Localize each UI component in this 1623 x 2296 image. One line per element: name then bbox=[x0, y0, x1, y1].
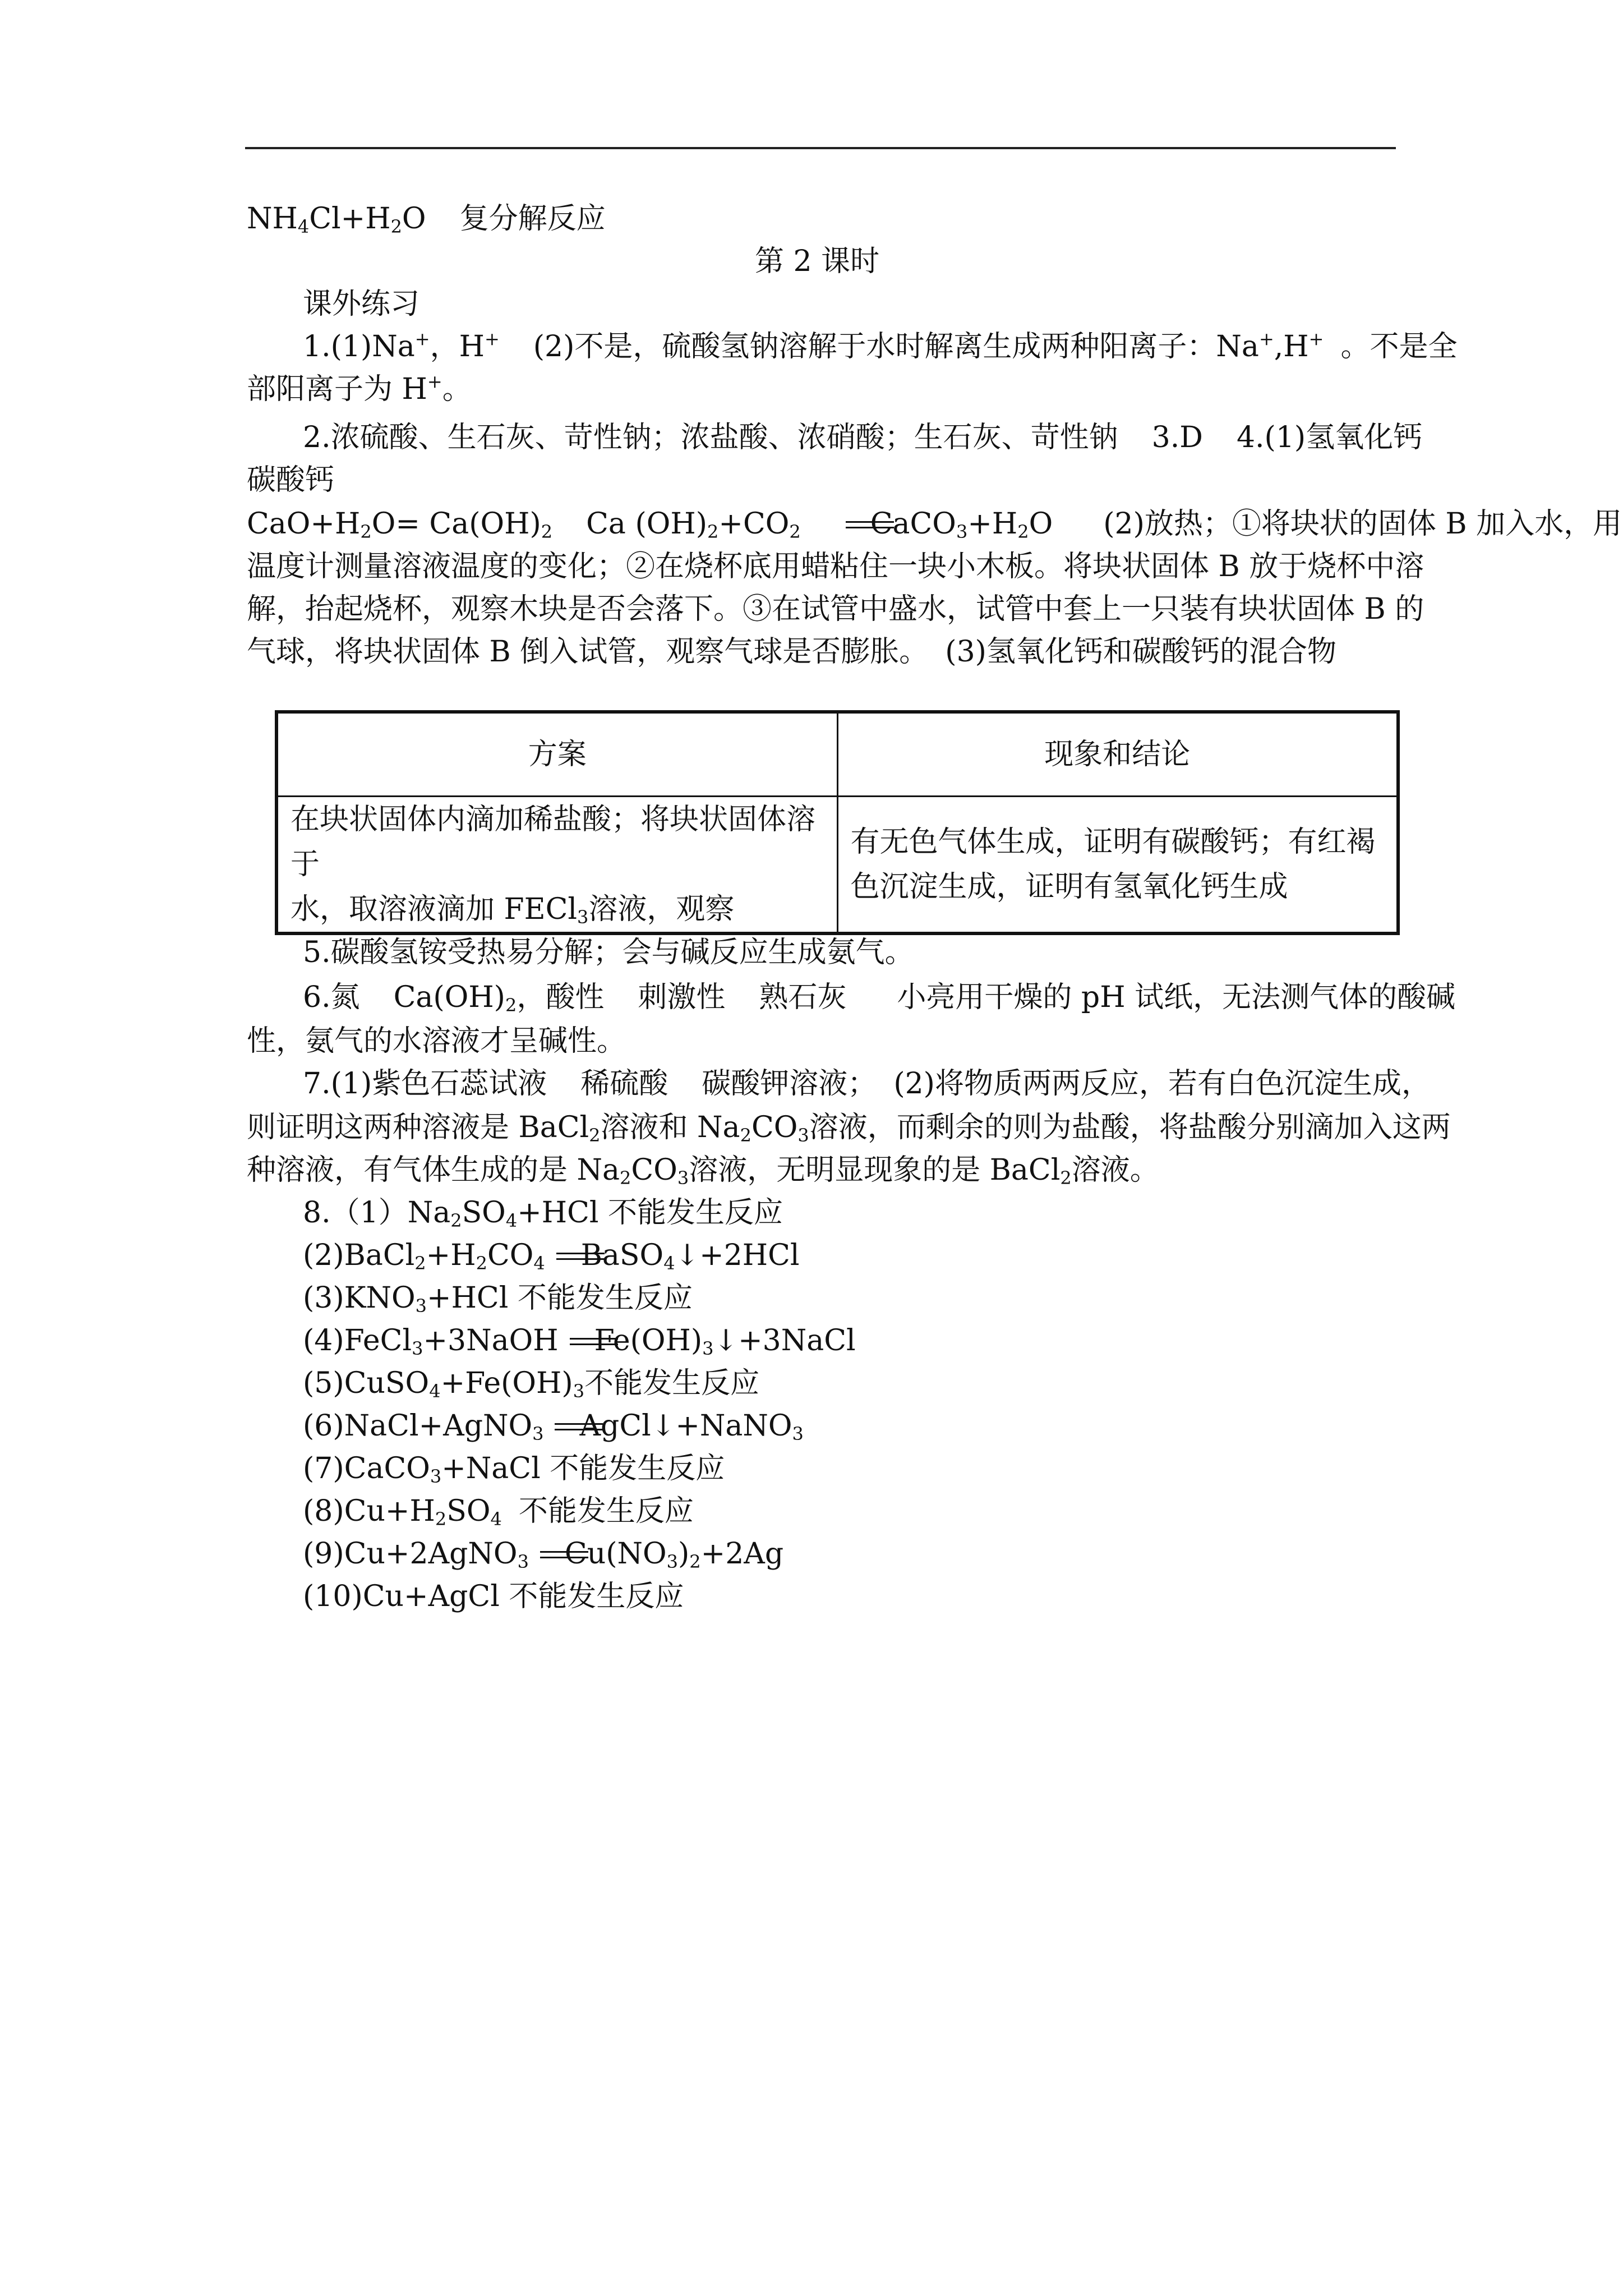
section-title: 第 2 课时 bbox=[755, 245, 880, 278]
equals-sign bbox=[846, 520, 894, 531]
table-row bbox=[276, 797, 1398, 934]
q6-line2: 性，氨气的水溶液才呈碱性。 bbox=[247, 1024, 626, 1058]
table-cell-result: 有无色气体生成，证明有碳酸钙；有红褐 色沉淀生成，证明有氢氧化钙生成 bbox=[837, 797, 1398, 934]
q8-row-2: $(2)BaCl_2+H_2CO_4$ BaSO$_4$↓+2HCl bbox=[303, 1239, 800, 1274]
header-rule bbox=[245, 147, 1396, 149]
q2-line2: 碳酸钙 bbox=[247, 463, 335, 497]
equals-sign bbox=[570, 1337, 618, 1348]
q1-line2: 部阳离子为 H+。 bbox=[247, 371, 472, 406]
q8-row-1: $8.(1)Na_2SO_4+HCl$ 不能发生反应 bbox=[303, 1196, 783, 1231]
q1-line1: 1.(1)Na+，H+ (2)不是，硫酸氢钠溶解于水时解离生成两种阳离子：Na+,H+ 。不是全 bbox=[303, 328, 1458, 364]
equals-sign bbox=[555, 1422, 603, 1433]
q8-row-10: (10)Cu+AgCl 不能发生反应 bbox=[303, 1580, 684, 1613]
q8-row-7: (7)CaCO$_3$+NaCl 不能发生反应 bbox=[303, 1452, 725, 1487]
q8-row-8: $(8)Cu+H_2SO_4$ 不能发生反应 bbox=[303, 1494, 694, 1530]
q4-line4: 气球，将块状固体 B 倒入试管，观察气球是否膨胀。 (3)氢氧化钙和碳酸钙的混合物 bbox=[247, 635, 1336, 669]
q4-line2: 温度计测量溶液温度的变化；②在烧杯底用蜡粘住一块小木板。将块状固体 B 放于烧杯中溶 bbox=[247, 550, 1424, 583]
table-header-row bbox=[276, 712, 1398, 797]
q4-equations-line: $CaO+H_2O= Ca(OH)_2$ Ca $(OH)_2+CO_2$ $CaCO_3+H_2O$ (2)放热；①将块状的固体 B 加入水，用 bbox=[247, 507, 1622, 542]
line-reaction-nh4cl: $NH_4Cl+H_2O$ 复分解反应 bbox=[247, 202, 606, 237]
table-cell-plan: 在块状固体内滴加稀盐酸；将块状固体溶于 水，取溶液滴加 FECl$_3$溶液，观察 bbox=[276, 797, 837, 934]
experiment-table bbox=[275, 710, 1400, 935]
practice-heading: 课外练习 bbox=[303, 287, 420, 321]
q8-row-9: (9)Cu+2AgNO$_3$ $Cu(NO_3)_2+2Ag$ bbox=[303, 1537, 784, 1572]
table-header-result: 现象和结论 bbox=[837, 712, 1398, 797]
q7-line1: 7.(1)紫色石蕊试液 稀硫酸 碳酸钾溶液； (2)将物质两两反应，若有白色沉淀生成， bbox=[303, 1067, 1431, 1101]
q5-line: 5.碳酸氢铵受热易分解；会与碱反应生成氨气。 bbox=[303, 936, 914, 969]
q8-row-3: $(3)KNO_3+HCl$ 不能发生反应 bbox=[303, 1281, 693, 1317]
q7-line3: 种溶液，有气体生成的是 $Na_2CO_3$溶液，无明显现象的是 BaCl$_2$溶液。 bbox=[247, 1153, 1159, 1189]
q8-row-6: (6)NaCl+AgNO$_3$ AgCl↓+NaNO$_3$ bbox=[303, 1409, 804, 1444]
q6-line1: 6.氮 $Ca(OH)_2$，酸性 刺激性 熟石灰 小亮用干燥的 pH 试纸，无法测气体的酸碱 bbox=[303, 981, 1456, 1016]
equals-sign bbox=[556, 1251, 605, 1263]
q7-line2: 则证明这两种溶液是 BaCl$_2$溶液和 $Na_2CO_3$溶液，而剩余的则为盐酸，将盐酸分别滴加入这两 bbox=[247, 1111, 1451, 1146]
q8-row-5: $(5)CuSO_4+Fe(OH)_3$不能发生反应 bbox=[303, 1366, 760, 1402]
q2-line1: 2.浓硫酸、生石灰、苛性钠；浓盐酸、浓硝酸；生石灰、苛性钠 3.D 4.(1)氢氧化钙 bbox=[303, 421, 1423, 454]
q8-row-4: (4)FeCl$_3$+3NaOH $Fe(OH)_3↓+3NaCl$ bbox=[303, 1324, 856, 1359]
equals-sign bbox=[540, 1550, 588, 1561]
q4-line3: 解，抬起烧杯，观察木块是否会落下。③在试管中盛水，试管中套上一只装有块状固体 B 的 bbox=[247, 592, 1424, 626]
table-header-plan: 方案 bbox=[276, 712, 837, 797]
